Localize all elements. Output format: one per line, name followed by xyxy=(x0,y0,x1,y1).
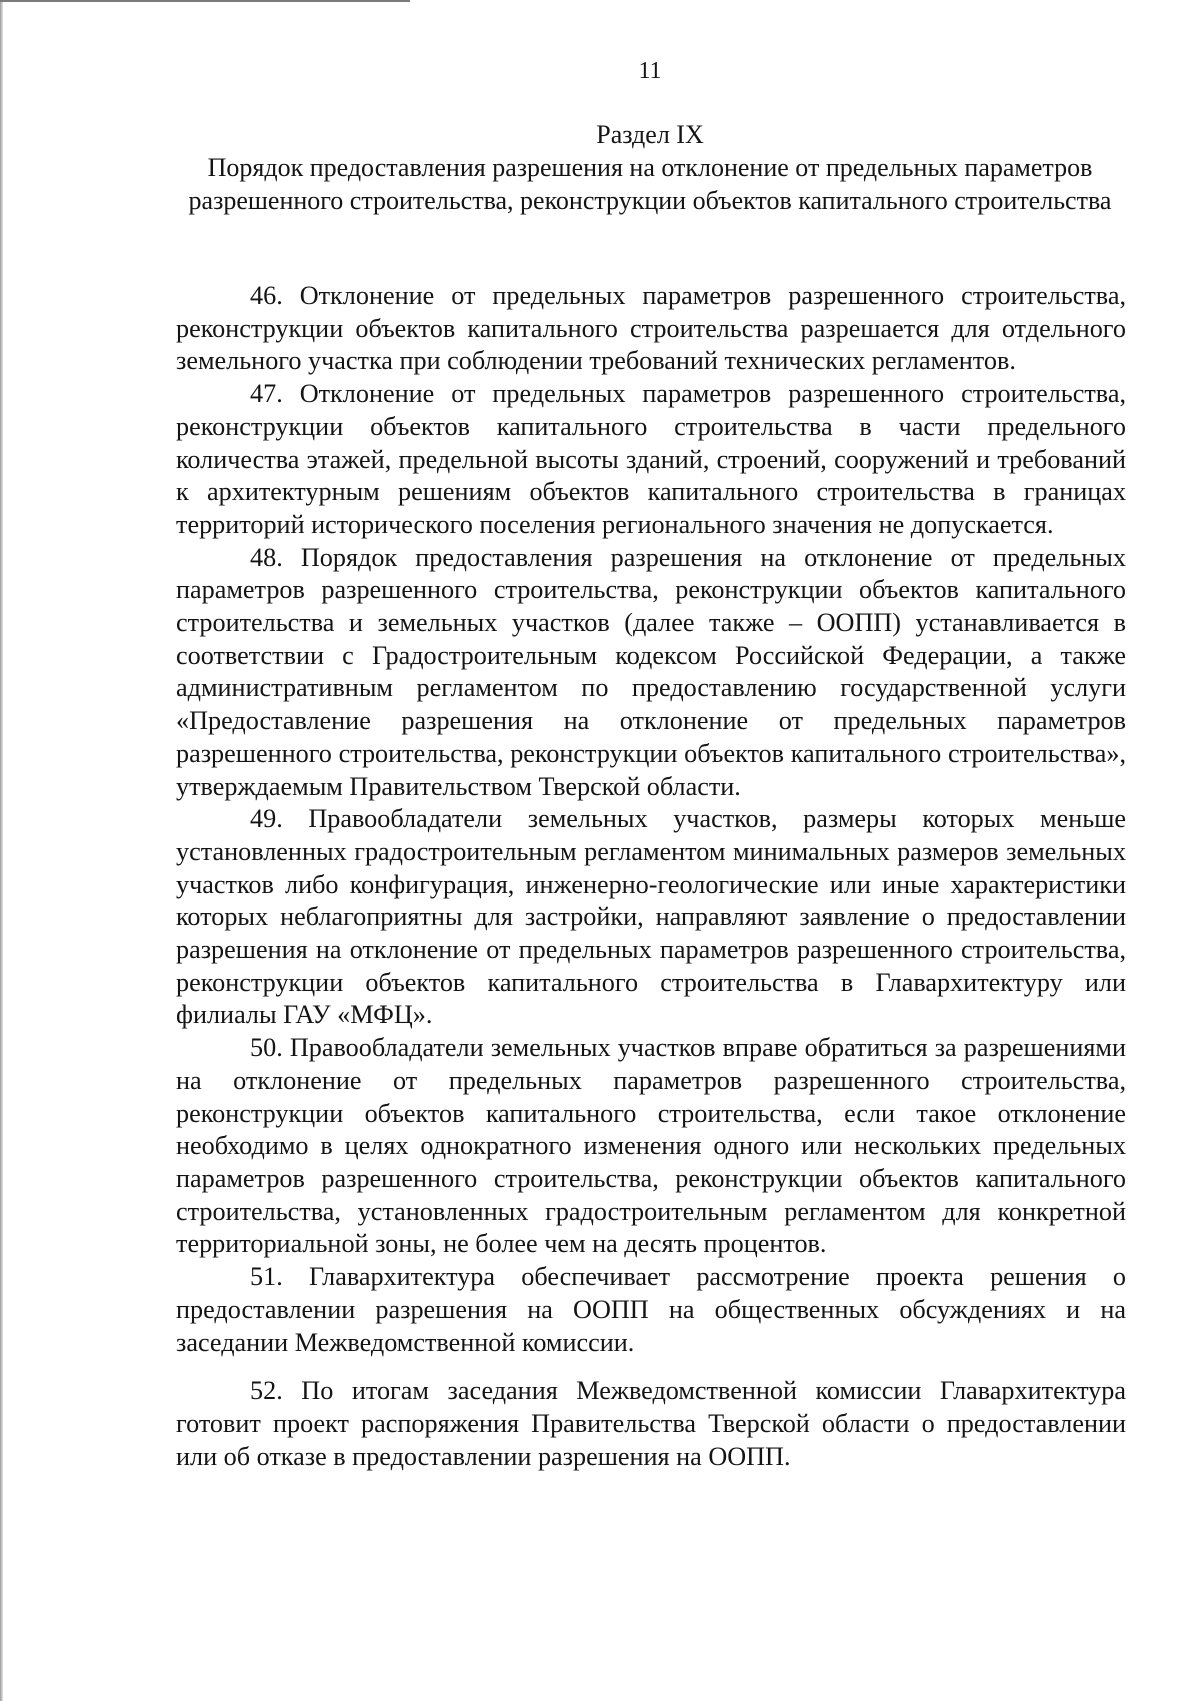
scan-top-line xyxy=(0,0,410,2)
paragraph-49: 49. Правообладатели земельных участков, размеры которых меньше установленных градостроительным регламентом минимальных размеров земельных участков либо конфигурация, инженерно-геологические или иные характеристики которых неблагоприятны для застройки, направляют заявление о предоставлении разрешения на отклонение от предельных параметров разрешенного строительства, реконструкции объектов капитального строительства в Главархитектуру или филиалы ГАУ «МФЦ». xyxy=(176,804,1126,1030)
paragraph-48: 48. Порядок предоставления разрешения на отклонение от предельных параметров разрешенного строительства, реконструкции объектов капитального строительства и земельных участков (далее также – ООПП) устанавливается в соответствии с Градостроительным кодексом Российской Федерации, а также административным регламентом по предоставлению государственной услуги «Предоставление разрешения на отклонение от предельных параметров разрешенного строительства, реконструкции объектов капитального строительства», утверждаемым Правительством Тверской области. xyxy=(176,542,1126,801)
scan-left-edge xyxy=(0,0,3,1701)
section-label: Раздел IX xyxy=(596,120,704,149)
paragraph-51: 51. Главархитектура обеспечивает рассмотрение проекта решения о предоставлении разрешения на ООПП на общественных обсуждениях и на заседании Межведомственной комиссии. xyxy=(176,1262,1126,1357)
document-body xyxy=(176,280,1126,1473)
page-number: 11 xyxy=(638,58,662,84)
paragraph-47: 47. Отклонение от предельных параметров разрешенного строительства, реконструкции объектов капитального строительства в части предельного количества этажей, предельной высоты зданий, строений, сооружений и требований к архитектурным решениям объектов капитального строительства в границах территорий исторического поселения регионального значения не допускается. xyxy=(176,379,1126,539)
paragraph-50: 50. Правообладатели земельных участков вправе обратиться за разрешениями на отклонение от предельных параметров разрешенного строительства, реконструкции объектов капитального строительства, если такое отклонение необходимо в целях однократного изменения одного или нескольких предельных параметров разрешенного строительства, реконструкции объектов капитального строительства, установленных градостроительным регламентом для конкретной территориальной зоны, не более чем на десять процентов. xyxy=(176,1033,1126,1259)
section-title: Порядок предоставления разрешения на отклонение от предельных параметров разрешенного строительства, реконструкции объектов капитального строительства xyxy=(188,153,1112,215)
paragraph-52: 52. По итогам заседания Межведомственной комиссии Главархитектура готовит проект распоряжения Правительства Тверской области о предоставлении или об отказе в предоставлении разрешения на ООПП. xyxy=(176,1376,1126,1471)
paragraph-46: 46. Отклонение от предельных параметров разрешенного строительства, реконструкции объектов капитального строительства разрешается для отдельного земельного участка при соблюдении требований технических регламентов. xyxy=(176,281,1126,376)
